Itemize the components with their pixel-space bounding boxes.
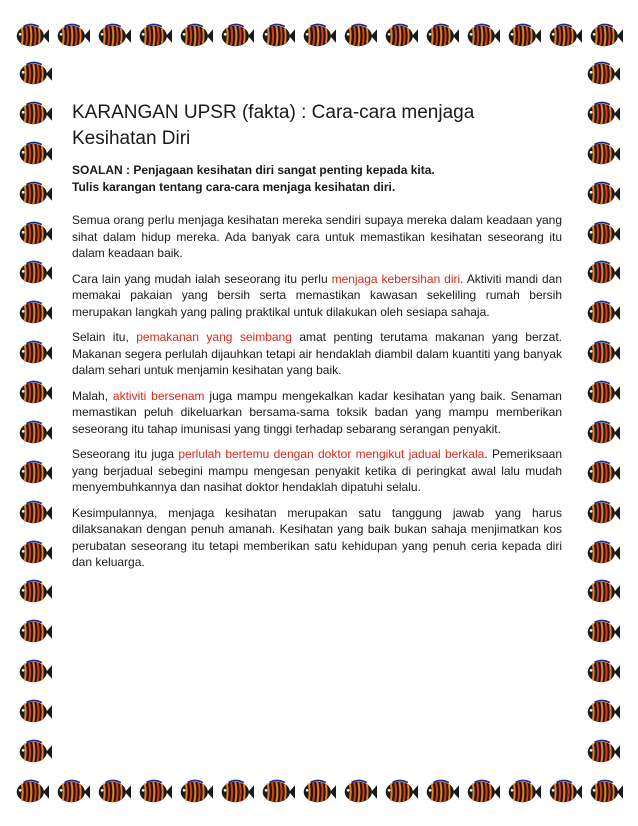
paragraph-highlight: aktiviti bersenam: [112, 388, 205, 403]
tropical-fish-icon: [261, 778, 295, 806]
tropical-fish-icon: [507, 22, 541, 50]
tropical-fish-icon: [18, 299, 52, 327]
question-line-1: SOALAN : Penjagaan kesihatan diri sangat penting kepada kita.: [72, 163, 435, 177]
tropical-fish-icon: [138, 778, 172, 806]
tropical-fish-icon: [97, 22, 131, 50]
tropical-fish-icon: [18, 539, 52, 567]
paragraph: [72, 271, 562, 321]
tropical-fish-icon: [586, 738, 620, 766]
tropical-fish-icon: [586, 419, 620, 447]
tropical-fish-icon: [384, 22, 418, 50]
tropical-fish-icon: [586, 698, 620, 726]
tropical-fish-icon: [425, 778, 459, 806]
tropical-fish-icon: [97, 778, 131, 806]
tropical-fish-icon: [586, 259, 620, 287]
tropical-fish-icon: [586, 499, 620, 527]
paragraph-highlight: pemakanan yang seimbang: [136, 330, 292, 344]
tropical-fish-icon: [179, 778, 213, 806]
tropical-fish-icon: [56, 778, 90, 806]
tropical-fish-icon: [18, 259, 52, 287]
tropical-fish-icon: [586, 539, 620, 567]
tropical-fish-icon: [18, 140, 52, 168]
tropical-fish-icon: [507, 778, 541, 806]
paragraph-text: Cara lain yang mudah ialah seseorang itu perlu: [72, 271, 332, 286]
paragraph-text: Semua orang perlu menjaga kesihatan mereka sendiri supaya mereka dalam keadaan yang sihat dalam hidup mereka. Ada banyak cara untuk memastikan kesihatan seseorang itu dalam keadaan baik.: [72, 213, 562, 260]
tropical-fish-icon: [343, 778, 377, 806]
tropical-fish-icon: [586, 140, 620, 168]
tropical-fish-icon: [586, 578, 620, 606]
tropical-fish-icon: [18, 379, 52, 407]
tropical-fish-icon: [18, 618, 52, 646]
tropical-fish-icon: [18, 339, 52, 367]
paragraph-highlight: menjaga kebersihan diri: [331, 271, 461, 286]
paragraph: [72, 388, 562, 438]
tropical-fish-icon: [18, 100, 52, 128]
tropical-fish-icon: [425, 22, 459, 50]
tropical-fish-icon: [15, 778, 49, 806]
tropical-fish-icon: [18, 180, 52, 208]
paragraph: [72, 212, 562, 262]
tropical-fish-icon: [343, 22, 377, 50]
tropical-fish-icon: [586, 618, 620, 646]
tropical-fish-icon: [302, 22, 336, 50]
tropical-fish-icon: [18, 698, 52, 726]
tropical-fish-icon: [18, 220, 52, 248]
page-title: KARANGAN UPSR (fakta) : Cara-cara menjaga Kesihatan Diri: [72, 102, 475, 149]
tropical-fish-icon: [138, 22, 172, 50]
document-body: [72, 100, 562, 580]
tropical-fish-icon: [56, 22, 90, 50]
tropical-fish-icon: [18, 578, 52, 606]
tropical-fish-icon: [18, 499, 52, 527]
tropical-fish-icon: [261, 22, 295, 50]
tropical-fish-icon: [586, 220, 620, 248]
tropical-fish-icon: [589, 22, 623, 50]
tropical-fish-icon: [548, 22, 582, 50]
paragraph-text: . Pemeriksaan yang berjadual sebegini mampu mengesan penyakit ketika di peringkat awal lalu mudah menyembuhkannya dan nasihat doktor hendaklah dipatuhi selalu.: [72, 447, 562, 494]
tropical-fish-icon: [586, 180, 620, 208]
tropical-fish-icon: [586, 339, 620, 367]
tropical-fish-icon: [220, 778, 254, 806]
tropical-fish-icon: [586, 299, 620, 327]
tropical-fish-icon: [18, 459, 52, 487]
tropical-fish-icon: [586, 379, 620, 407]
tropical-fish-icon: [220, 22, 254, 50]
tropical-fish-icon: [302, 778, 336, 806]
tropical-fish-icon: [589, 778, 623, 806]
tropical-fish-icon: [384, 778, 418, 806]
paragraph-text: juga mampu mengekalkan kadar kesihatan yang baik. Senaman memastikan peluh dikeluarkan bersama-sama toksik badan yang mampu memberikan seseorang itu tahap imunisasi yang tinggi terhadap sebarang serangan penyakit.: [72, 388, 562, 436]
tropical-fish-icon: [586, 459, 620, 487]
tropical-fish-icon: [18, 419, 52, 447]
paragraph: [72, 446, 562, 496]
paragraph: [72, 329, 562, 379]
tropical-fish-icon: [466, 778, 500, 806]
question-line-2: Tulis karangan tentang cara-cara menjaga kesihatan diri.: [72, 180, 396, 194]
tropical-fish-icon: [18, 60, 52, 88]
tropical-fish-icon: [586, 658, 620, 686]
tropical-fish-icon: [15, 22, 49, 50]
paragraph-text: Kesimpulannya, menjaga kesihatan merupakan satu tanggung jawab yang harus dilaksanakan dengan penuh amanah. Kesihatan yang baik bukan sahaja menjimatkan kos perubatan seseorang itu tetapi memberikan satu kehidupan yang penuh ceria kepada diri dan keluarga.: [72, 505, 562, 569]
tropical-fish-icon: [179, 22, 213, 50]
paragraph-text: . Aktiviti mandi dan memakai pakaian yang bersih serta memastikan kawasan sekeliling rumah bersih merupakan langkah yang paling praktikal untuk dilakukan oleh sesiapa sahaja.: [72, 271, 562, 319]
tropical-fish-icon: [18, 738, 52, 766]
paragraph-text: Malah,: [72, 388, 113, 403]
paragraph: [72, 505, 562, 571]
tropical-fish-icon: [18, 658, 52, 686]
paragraph-highlight: perlulah bertemu dengan doktor mengikut jadual berkala: [178, 447, 485, 461]
paragraph-text: amat penting terutama makanan yang berzat. Makanan segera perlulah dijauhkan tetapi air hendaklah diambil dalam kuantiti yang banyak dalam sehari untuk menjamin kesihatan yang baik.: [72, 330, 562, 377]
question-block: [72, 162, 562, 196]
tropical-fish-icon: [548, 778, 582, 806]
tropical-fish-icon: [586, 60, 620, 88]
paragraph-text: Selain itu,: [72, 330, 137, 344]
paragraph-text: Seseorang itu juga: [72, 447, 179, 461]
tropical-fish-icon: [586, 100, 620, 128]
tropical-fish-icon: [466, 22, 500, 50]
